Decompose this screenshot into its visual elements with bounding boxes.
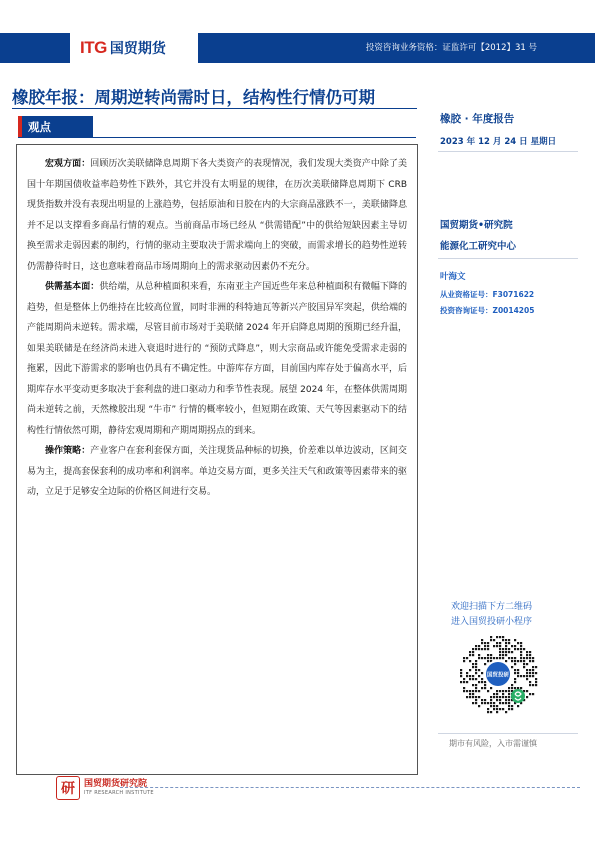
fundamentals-paragraph: [27, 277, 407, 441]
analyst-name: 叶海文: [440, 272, 466, 282]
strategy-paragraph: [27, 441, 407, 503]
section-accent: [18, 116, 22, 137]
sidebar-divider: [438, 733, 578, 734]
strategy-heading: 操作策略：: [45, 446, 91, 456]
research-center: 能源化工研究中心: [440, 241, 517, 252]
license-text: 投资咨询业务资格：证监许可【2012】31 号: [365, 43, 537, 53]
logo-brand: ITG: [80, 38, 107, 57]
report-type: 橡胶 · 年度报告: [440, 113, 515, 125]
qr-code-graphic: [456, 632, 540, 716]
title-divider: [12, 108, 417, 109]
logo-name: 国贸期货: [109, 41, 166, 57]
section-header: [18, 116, 416, 138]
consulting-cert: 投资咨询证号：Z0014205: [440, 306, 535, 315]
section-tab: [18, 116, 93, 137]
fundamentals-text: 供给端，从总种植面积来看，东南亚主产国近些年来总种植面积有微幅下降的趋势，但是整体上仍维持在比较高位置，同时非洲的科特迪瓦等新兴产胶国异军突起，供给端的产能周期尚未逆转。需求端，尽管目前市场对于美联储 2024 年开启降息周期的预期已经升温，如果美联储是在经济尚未进入衰退时进行的 “预防式降息”，则大宗商品或许能免受需求走弱的拖累，因此下游需求的影响也仍具有不确定性。中游库存方面，目前国内库存处于偏高水平，后期库存水平变动更多取决于套利盘的进口驱动力和季节性表现。展望 2024 年，在整体供需周期尚未逆转之前，天然橡胶出现 “牛市” 行情的概率较小，但短期在政策、天气等因素驱动下的结构性行情依然可期，静待宏观周期和产期周期拐点的到来。: [27, 282, 407, 436]
risk-notice: 期市有风险，入市需谨慎: [449, 739, 537, 748]
footer-institute-name: 国贸期货研究院: [84, 779, 148, 789]
sidebar-divider: [438, 151, 578, 152]
fundamentals-heading: 供需基本面：: [45, 282, 100, 292]
qualification-cert: 从业资格证号：F3071622: [440, 290, 535, 299]
report-date: 2023 年 12 月 24 日 星期日: [440, 137, 557, 147]
footer-institute-name-en: ITF RESEARCH INSTITUTE: [84, 790, 154, 796]
report-title: 橡胶年报：周期逆转尚需时日，结构性行情仍可期: [12, 88, 375, 107]
strategy-text: 产业客户在套利套保方面，关注现货品种标的切换，价差难以单边波动，区间交易为主，提高套保套利的成功率和利润率。单边交易方面，更多关注天气和政策等因素带来的驱动，立足于足够安全边际的价格区间进行交易。: [27, 446, 407, 497]
institution-name: 国贸期货•研究院: [440, 220, 513, 231]
macro-heading: 宏观方面：: [45, 159, 91, 169]
sidebar-divider: [438, 258, 578, 259]
qr-prompt-line1: 欢迎扫描下方二维码: [451, 602, 533, 612]
macro-paragraph: [27, 154, 407, 277]
qr-prompt-line2: 进入国贸投研小程序: [451, 617, 533, 627]
company-logo: [70, 33, 198, 63]
research-institute-logo: 研: [56, 776, 80, 800]
footer-divider: [120, 787, 580, 788]
qr-center-label: 国贸投研: [486, 672, 510, 679]
mini-program-qr-code[interactable]: [456, 632, 540, 716]
macro-text: 回顾历次美联储降息周期下各大类资产的表现情况，我们发现大类资产中除了美国十年期国债收益率趋势性下跌外，其它并没有太明显的规律，在历次美联储降息周期下 CRB 现货指数并没有表现出明显的上涨趋势，包括原油和日胶在内的大宗商品涨跌不一，美联储降息并不足以支撑看多商品行情的观点。当前商品市场已经从 “供需错配”中的供给短缺因素主导切换至需求走弱因素的制约，行情的驱动主要取决于需求端向上的突破，而需求增长的趋势性逆转仍需静待时日，这也意味着商品市场周期向上的需求驱动因素仍不充分。: [27, 159, 407, 272]
viewpoint-box: [16, 144, 418, 775]
section-label: 观点: [28, 119, 51, 134]
